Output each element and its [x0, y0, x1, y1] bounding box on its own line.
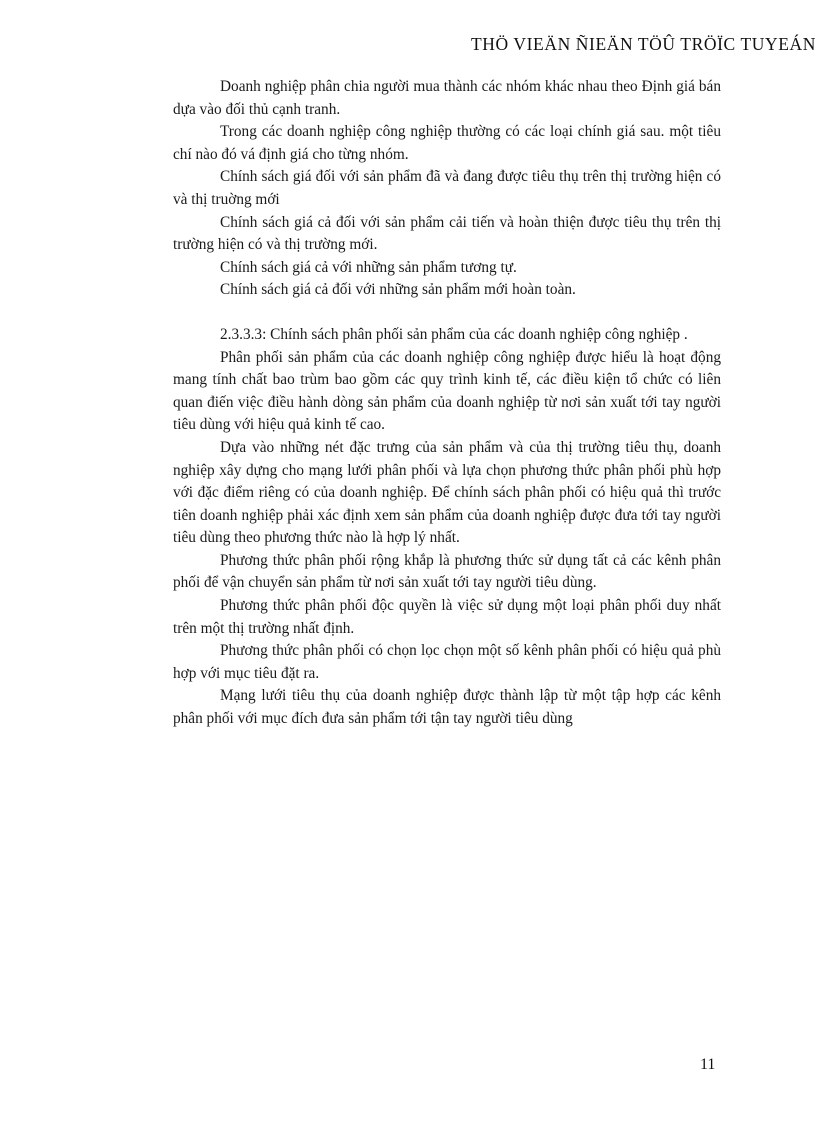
body-paragraph: Dựa vào những nét đặc trưng của sản phẩm và của thị trường tiêu thụ, doanh nghiệp xây dựng cho mạng lưới phân phối và lựa chọn phương thức phân phối phù hợp với đặc điểm riêng có của doanh nghiệp. Để chính sách phân phối có hiệu quả thì trước tiên doanh nghiệp phải xác định xem sản phẩm của doanh nghiệp được đưa tới tay người tiêu dùng theo phương thức nào là hợp lý nhất. — [173, 438, 721, 547]
body-paragraph: Phân phối sản phẩm của các doanh nghiệp công nghiệp được hiểu là hoạt động mang tính chất bao trùm bao gồm các quy trình kinh tế, các điều kiện tổ chức có liên quan điến việc điều hành dòng sản phẩm của doanh nghiệp từ nơi sản xuất tới tay người tiêu dùng với hiệu quả kinh tế cao. — [173, 348, 721, 434]
body-paragraph: Chính sách giá cả đối với những sản phẩm mới hoàn toàn. — [220, 281, 576, 299]
body-paragraph: Phương thức phân phối rộng khắp là phương thức sử dụng tất cả các kênh phân phối để vận chuyển sản phẩm từ nơi sản xuất tới tay người tiêu dùng. — [173, 551, 721, 592]
page-body — [173, 76, 721, 731]
body-paragraph: Mạng lưới tiêu thụ của doanh nghiệp được thành lập từ một tập hợp các kênh phân phối với mục đích đưa sản phẩm tới tận tay người tiêu dùng — [173, 687, 721, 728]
body-paragraph: Doanh nghiệp phân chia người mua thành các nhóm khác nhau theo Định giá bán dựa vào đối thủ cạnh tranh. — [173, 78, 721, 118]
running-header: THÖ VIEÄN ÑIEÄN TÖÛ TRÖÏC TUYEÁN — [470, 34, 816, 54]
body-paragraph: Trong các doanh nghiệp công nghiệp thường có các loại chính giá sau. một tiêu chí nào đó vá định giá cho từng nhóm. — [173, 123, 721, 163]
section-heading: 2.3.3.3: Chính sách phân phối sản phẩm của các doanh nghiệp công nghiệp . — [220, 325, 688, 343]
body-paragraph: Chính sách giá đối với sản phẩm đã và đang được tiêu thụ trên thị trường hiện có và thị truờng mới — [173, 168, 721, 208]
section-spacer — [173, 302, 721, 324]
body-paragraph: Chính sách giá cả đối với sản phẩm cải tiến và hoàn thiện được tiêu thụ trên thị trường hiện có và thị trường mới. — [173, 213, 721, 254]
page-number: 11 — [700, 1056, 716, 1073]
body-paragraph: Chính sách giá cả với những sản phẩm tương tự. — [220, 258, 517, 276]
body-paragraph: Phương thức phân phối độc quyền là việc sử dụng một loại phân phối duy nhất trên một thị trường nhất định. — [173, 597, 721, 637]
body-paragraph: Phương thức phân phối có chọn lọc chọn một số kênh phân phối có hiệu quả phù hợp với mục tiêu đặt ra. — [173, 642, 721, 682]
